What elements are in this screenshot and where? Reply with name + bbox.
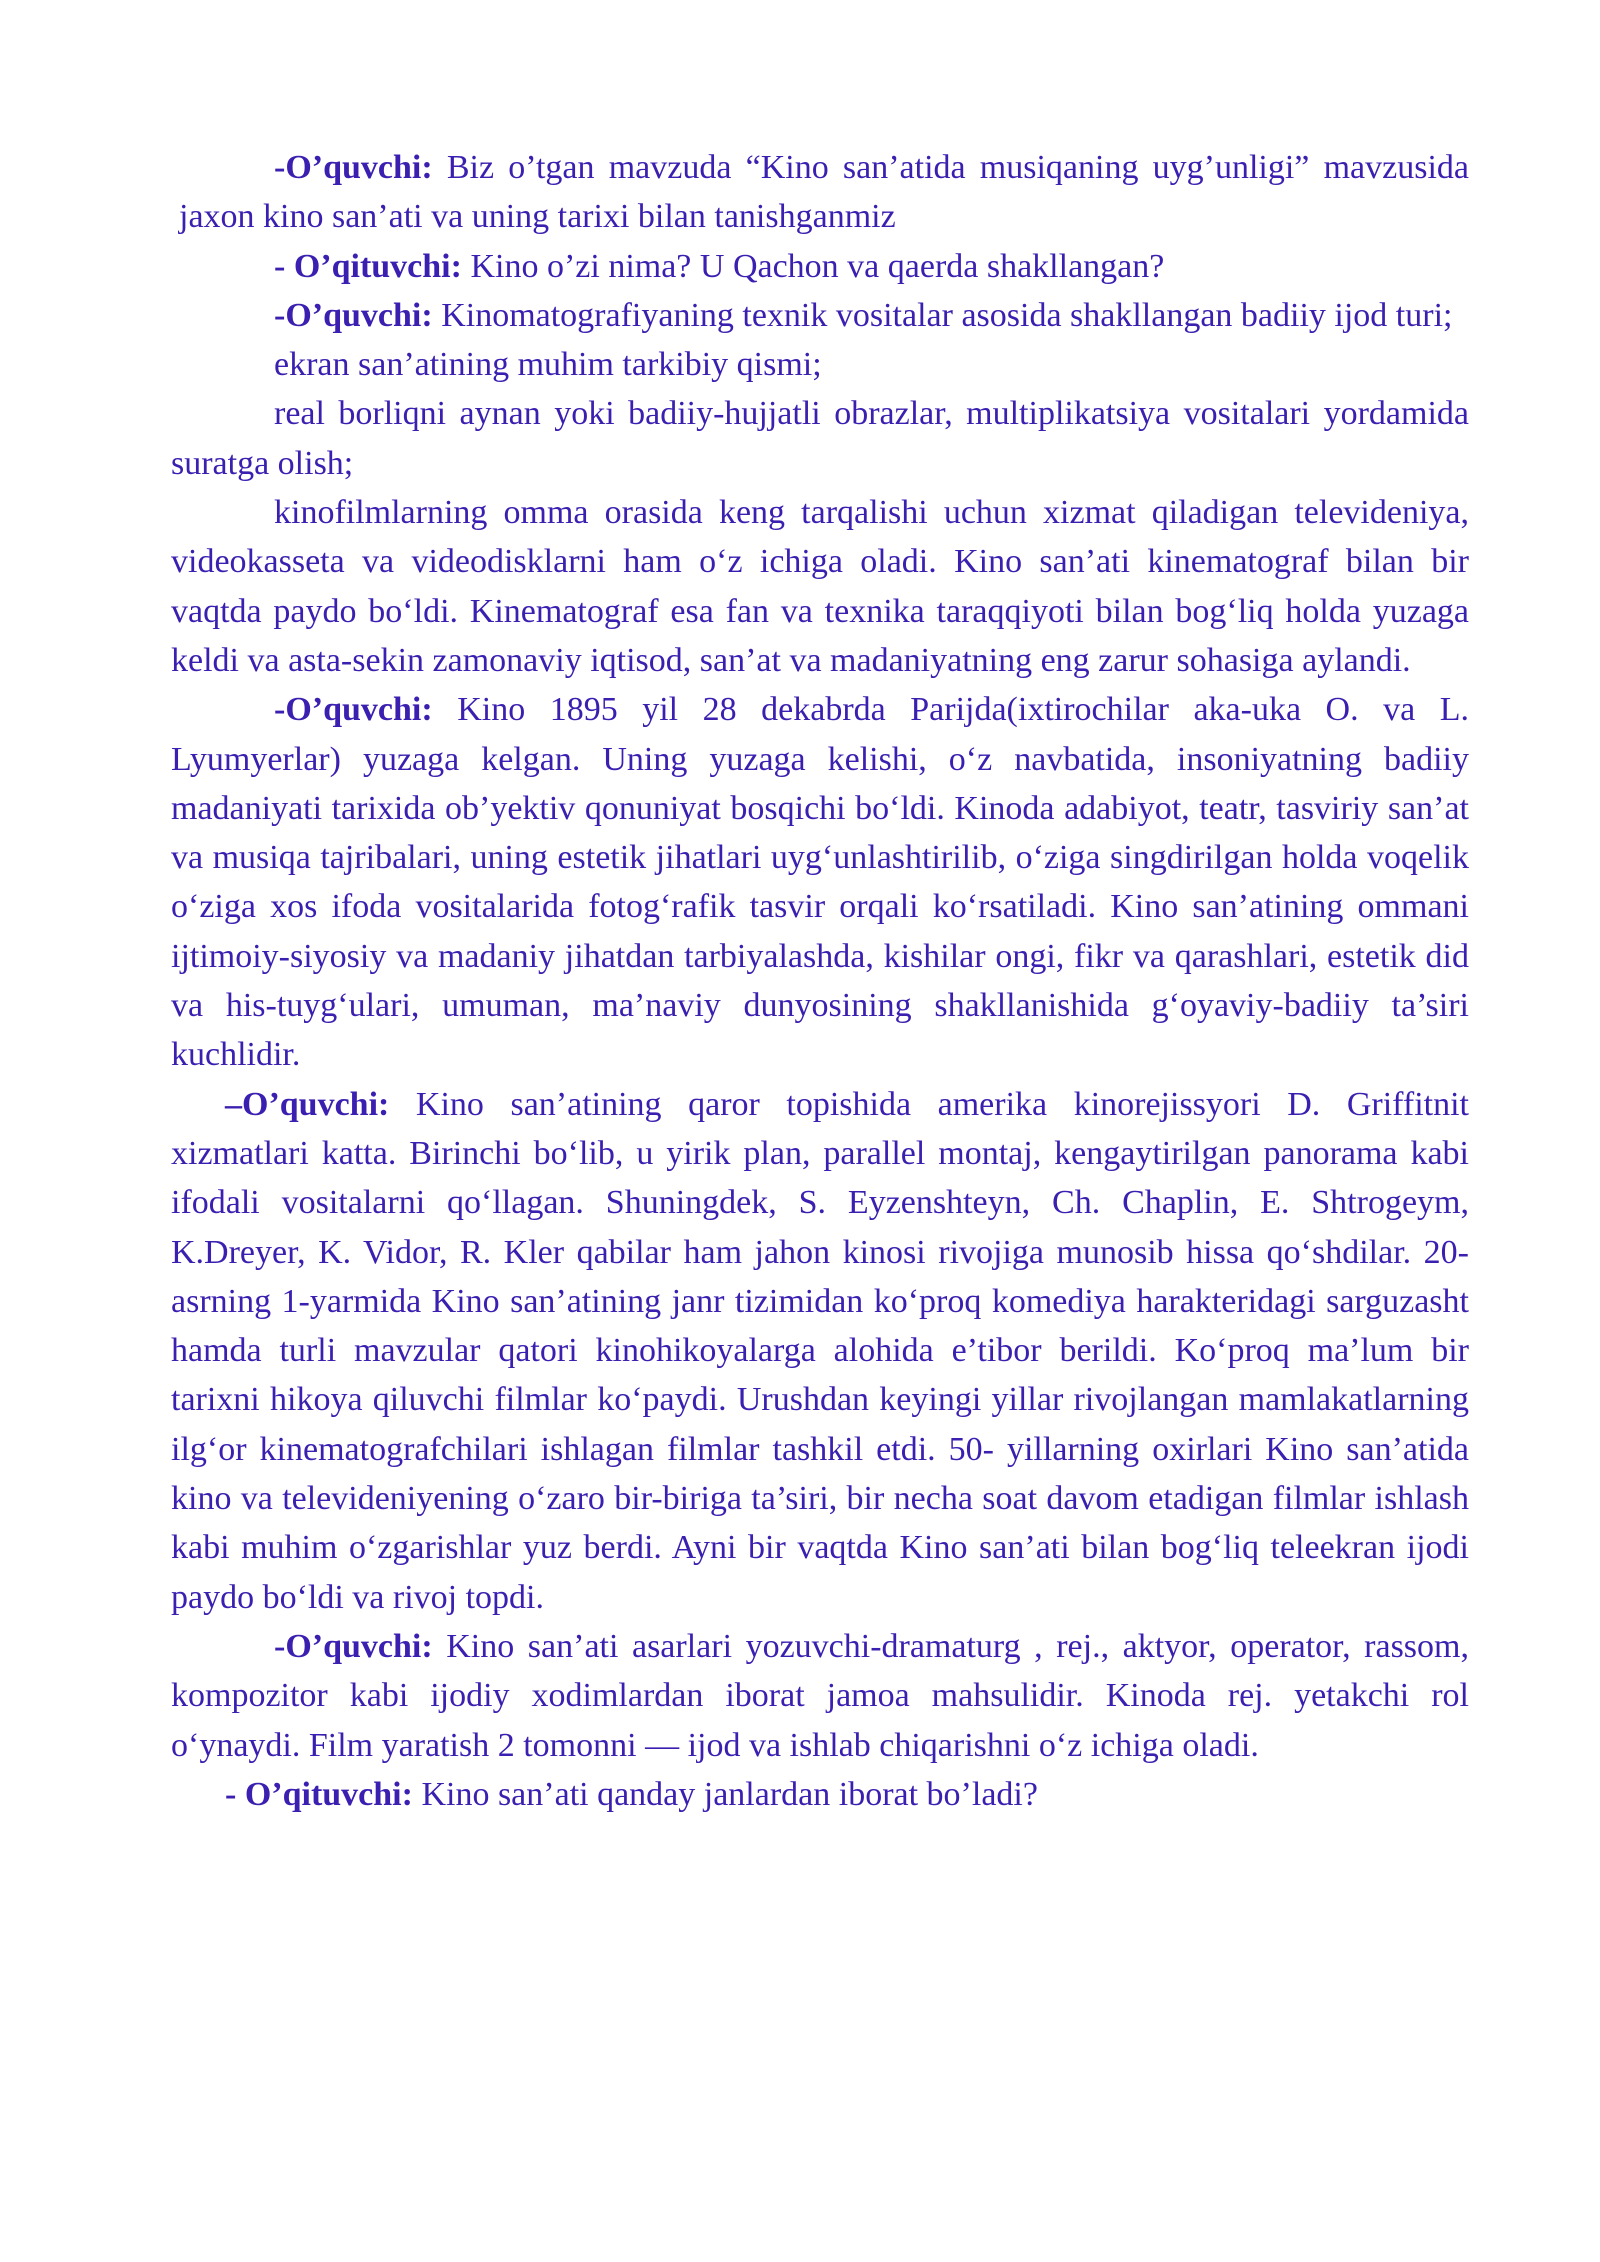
paragraph-6 <box>171 488 1469 685</box>
speaker-label: - O’qituvchi: <box>274 247 462 285</box>
paragraph-text: Kino 1895 yil 28 dekabrda Parijda(ixtirochilar aka-uka O. va L. Lyumyerlar) yuzaga kelgan. Uning yuzaga kelishi, o‘z navbatida, insoniyatning badiiy madaniyati tarixida ob’yektiv qonuniyat bosqichi bo‘ldi. Kinoda adabiyot, teatr, tasviriy san’at va musiqa tajribalari, uning estetik jihatlari uyg‘unlashtirilib, o‘ziga singdirilgan holda voqelik o‘ziga xos ifoda vositalarida fotog‘rafik tasvir orqali ko‘rsatiladi. Kino san’atining ommani ijtimoiy-siyosiy va madaniy jihatdan tarbiyalashda, kishilar ongi, fikr va qarashlari, estetik did va his-tuyg‘ulari, umuman, ma’naviy dunyosining shakllanishida g‘oyaviy-badiiy ta’siri kuchlidir. <box>171 691 1469 1074</box>
paragraph-text: Kino san’ati qanday janlardan iborat bo’ladi? <box>412 1775 1038 1813</box>
paragraph-2 <box>171 242 1469 291</box>
paragraph-10 <box>171 1770 1469 1819</box>
paragraph-text: Kino san’ati asarlari yozuvchi-dramaturg , rej., aktyor, operator, rassom, kompozitor kabi ijodiy xodimlardan iborat jamoa mahsulidir. Kinoda rej. yetakchi rol o‘ynaydi. Film yaratish 2 tomonni — ijod va ishlab chiqarishni o‘z ichiga oladi. <box>171 1627 1469 1764</box>
paragraph-text: real borliqni aynan yoki badiiy-hujjatli obrazlar, multiplikatsiya vositalari yordamida suratga olish; <box>171 395 1469 482</box>
speaker-label: -O’quvchi: <box>274 149 433 186</box>
paragraph-text: Biz o’tgan mavzuda “Kino san’atida musiqaning uyg’unligi” mavzusida jaxon kino san’ati va uning tarixi bilan tanishganmiz <box>179 149 1469 236</box>
paragraph-8 <box>171 1080 1469 1622</box>
paragraph-7 <box>171 685 1469 1079</box>
paragraph-9 <box>171 1622 1469 1770</box>
speaker-label: –O’quvchi: <box>225 1085 390 1123</box>
document-page <box>171 143 1469 1819</box>
speaker-label: - O’qituvchi: <box>225 1775 413 1813</box>
paragraph-4 <box>171 340 1469 389</box>
paragraph-text: Kino san’atining qaror topishida amerika kinorejissyori D. Griffitnit xizmatlari katta. Birinchi bo‘lib, u yirik plan, parallel montaj, kengaytirilgan panorama kabi ifodali vositalarni qo‘llagan. Shuningdek, S. Eyzenshteyn, Ch. Chaplin, E. Shtrogeym, K.Dreyer, K. Vidor, R. Kler qabilar ham jahon kinosi rivojiga munosib hissa qo‘shdilar. 20-asrning 1-yarmida Kino san’atining janr tizimidan ko‘proq komediya harakteridagi sarguzasht hamda turli mavzular qatori kinohikoyalarga alohida e’tibor berildi. Ko‘proq ma’lum bir tarixni hikoya qiluvchi filmlar ko‘paydi. Urushdan keyingi yillar rivojlangan mamlakatlarning ilg‘or kinematografchilari ishlagan filmlar tashkil etdi. 50- yillarning oxirlari Kino san’atida kino va televideniyening o‘zaro bir-biriga ta’siri, bir necha soat davom etadigan filmlar ishlash kabi muhim o‘zgarishlar yuz berdi. Ayni bir vaqtda Kino san’ati bilan bog‘liq teleekran ijodi paydo bo‘ldi va rivoj topdi. <box>171 1085 1469 1616</box>
paragraph-5 <box>171 389 1469 488</box>
paragraph-text: Kinomatografiyaning texnik vositalar asosida shakllangan badiiy ijod turi; <box>432 296 1453 334</box>
speaker-label: -O’quvchi: <box>274 691 433 729</box>
paragraph-text: Kino o’zi nima? U Qachon va qaerda shakllangan? <box>461 247 1165 285</box>
paragraph-3 <box>171 291 1469 340</box>
paragraph-text: ekran san’atining muhim tarkibiy qismi; <box>274 346 822 384</box>
speaker-label: -O’quvchi: <box>274 1627 433 1665</box>
paragraph-1 <box>171 143 1469 242</box>
speaker-label: -O’quvchi: <box>274 296 433 334</box>
paragraph-text: kinofilmlarning omma orasida keng tarqalishi uchun xizmat qiladigan televideniya, videokasseta va videodisklarni ham o‘z ichiga oladi. Kino san’ati kinematograf bilan bir vaqtda paydo bo‘ldi. Kinematograf esa fan va texnika taraqqiyoti bilan bog‘liq holda yuzaga keldi va asta-sekin zamonaviy iqtisod, san’at va madaniyatning eng zarur sohasiga aylandi. <box>171 494 1469 679</box>
